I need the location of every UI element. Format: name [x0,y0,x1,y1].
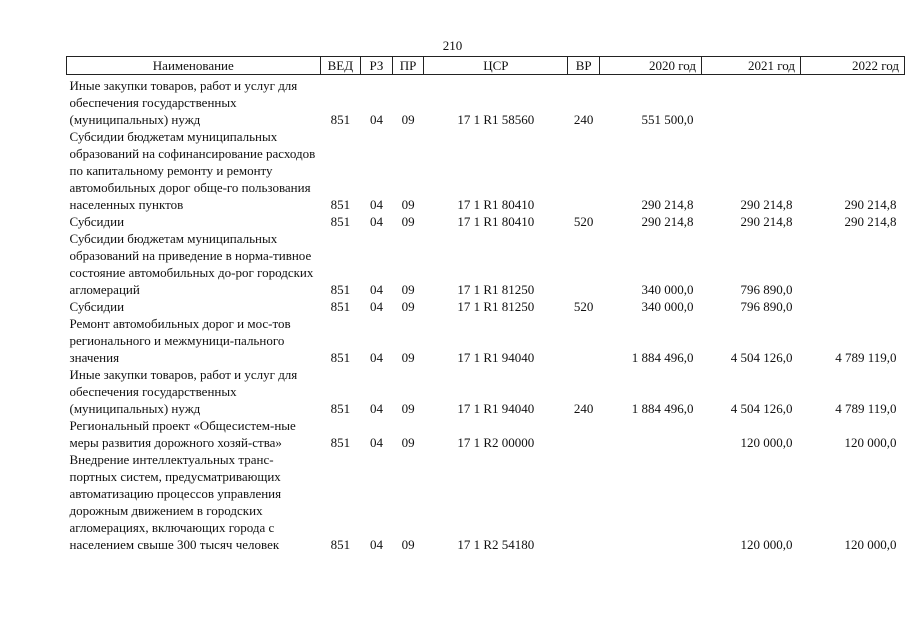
row-2020: 1 884 496,0 [631,350,694,365]
table-row [67,75,905,129]
row-pr: 09 [401,350,415,365]
row-2021: 4 504 126,0 [730,350,793,365]
row-name: Иные закупки товаров, работ и услуг для обеспечения государственных (муниципальных) нужд [69,78,298,127]
row-pr: 09 [401,112,415,127]
row-2022 [801,75,905,129]
row-csr: 17 1 R1 80410 [457,214,535,229]
row-ved: 851 [330,197,351,212]
row-rz: 04 [369,112,383,127]
row-2020: 551 500,0 [641,112,694,127]
row-pr: 09 [401,435,415,450]
row-name: Субсидии бюджетам муниципальных образований на софинансирование расходов по капитальному ремонту и ремонту автомобильных дорог обще-го пользования населенных пунктов [69,129,316,212]
row-ved: 851 [330,282,351,297]
row-2022: 120 000,0 [844,537,897,552]
row-2022: 120 000,0 [844,435,897,450]
row-csr: 17 1 R2 54180 [457,537,535,552]
row-name: Внедрение интеллектуальных транс-портных систем, предусматривающих автоматизацию процессов управления дорожным движением в городских агломерациях, включающих города с населением свыше 300 тысяч человек [69,452,282,552]
row-vr [568,451,600,553]
row-2022 [801,298,905,315]
row-2021: 120 000,0 [740,435,793,450]
row-2021: 290 214,8 [740,214,793,229]
row-2020 [600,451,702,553]
row-vr: 520 [573,214,594,229]
header-name: Наименование [67,57,321,75]
table-body [67,75,905,554]
row-rz: 04 [369,401,383,416]
row-2020: 340 000,0 [641,299,694,314]
header-csr: ЦСР [424,57,568,75]
row-pr: 09 [401,299,415,314]
row-ved: 851 [330,299,351,314]
row-2022: 4 789 119,0 [835,401,897,416]
row-2022: 290 214,8 [844,197,897,212]
row-csr: 17 1 R1 80410 [457,197,535,212]
table-row [67,230,905,298]
row-vr: 240 [573,112,594,127]
table-row [67,128,905,213]
row-vr [568,417,600,451]
row-rz: 04 [369,282,383,297]
row-pr: 09 [401,197,415,212]
row-ved: 851 [330,214,351,229]
row-2020: 290 214,8 [641,197,694,212]
row-vr [568,230,600,298]
row-pr: 09 [401,282,415,297]
row-2022 [801,230,905,298]
row-rz: 04 [369,350,383,365]
table-row [67,213,905,230]
row-pr: 09 [401,537,415,552]
row-csr: 17 1 R1 58560 [457,112,535,127]
row-name: Субсидии бюджетам муниципальных образований на приведение в норма-тивное состояние автомобильных до-рог городских агломераций [69,231,314,297]
row-ved: 851 [330,435,351,450]
row-vr [568,315,600,366]
table-row [67,315,905,366]
header-2022: 2022 год [801,57,905,75]
row-vr [568,128,600,213]
row-csr: 17 1 R1 81250 [457,282,535,297]
header-pr: ПР [392,57,424,75]
page-number: 210 [442,38,463,53]
row-rz: 04 [369,435,383,450]
row-name: Субсидии [69,299,125,314]
table-header-row [67,57,905,75]
table-row [67,451,905,553]
budget-table [66,56,905,553]
header-2020: 2020 год [600,57,702,75]
row-2021: 796 890,0 [740,299,793,314]
row-2021 [701,75,800,129]
row-csr: 17 1 R2 00000 [457,435,535,450]
row-2022: 4 789 119,0 [835,350,897,365]
header-rz: РЗ [361,57,393,75]
header-2021: 2021 год [701,57,800,75]
row-name: Субсидии [69,214,125,229]
row-2022: 290 214,8 [844,214,897,229]
row-vr: 240 [573,401,594,416]
row-pr: 09 [401,401,415,416]
row-2020: 340 000,0 [641,282,694,297]
row-rz: 04 [369,214,383,229]
row-csr: 17 1 R1 81250 [457,299,535,314]
row-csr: 17 1 R1 94040 [457,401,535,416]
table-row [67,298,905,315]
header-vr: ВР [568,57,600,75]
row-2021: 290 214,8 [740,197,793,212]
row-2021: 120 000,0 [740,537,793,552]
row-pr: 09 [401,214,415,229]
row-2020 [600,417,702,451]
row-rz: 04 [369,197,383,212]
row-2021: 4 504 126,0 [730,401,793,416]
row-ved: 851 [330,537,351,552]
row-name: Региональный проект «Общесистем-ные меры развития дорожного хозяй-ства» [69,418,296,450]
row-rz: 04 [369,299,383,314]
row-name: Иные закупки товаров, работ и услуг для обеспечения государственных (муниципальных) нужд [69,367,298,416]
row-2021: 796 890,0 [740,282,793,297]
row-rz: 04 [369,537,383,552]
table-row [67,417,905,451]
row-ved: 851 [330,401,351,416]
row-2020: 290 214,8 [641,214,694,229]
row-2020: 1 884 496,0 [631,401,694,416]
row-ved: 851 [330,112,351,127]
row-vr: 520 [573,299,594,314]
header-ved: ВЕД [320,57,361,75]
row-ved: 851 [330,350,351,365]
row-name: Ремонт автомобильных дорог и мос-тов регионального и межмуници-пального значения [69,316,291,365]
row-csr: 17 1 R1 94040 [457,350,535,365]
table-row [67,366,905,417]
